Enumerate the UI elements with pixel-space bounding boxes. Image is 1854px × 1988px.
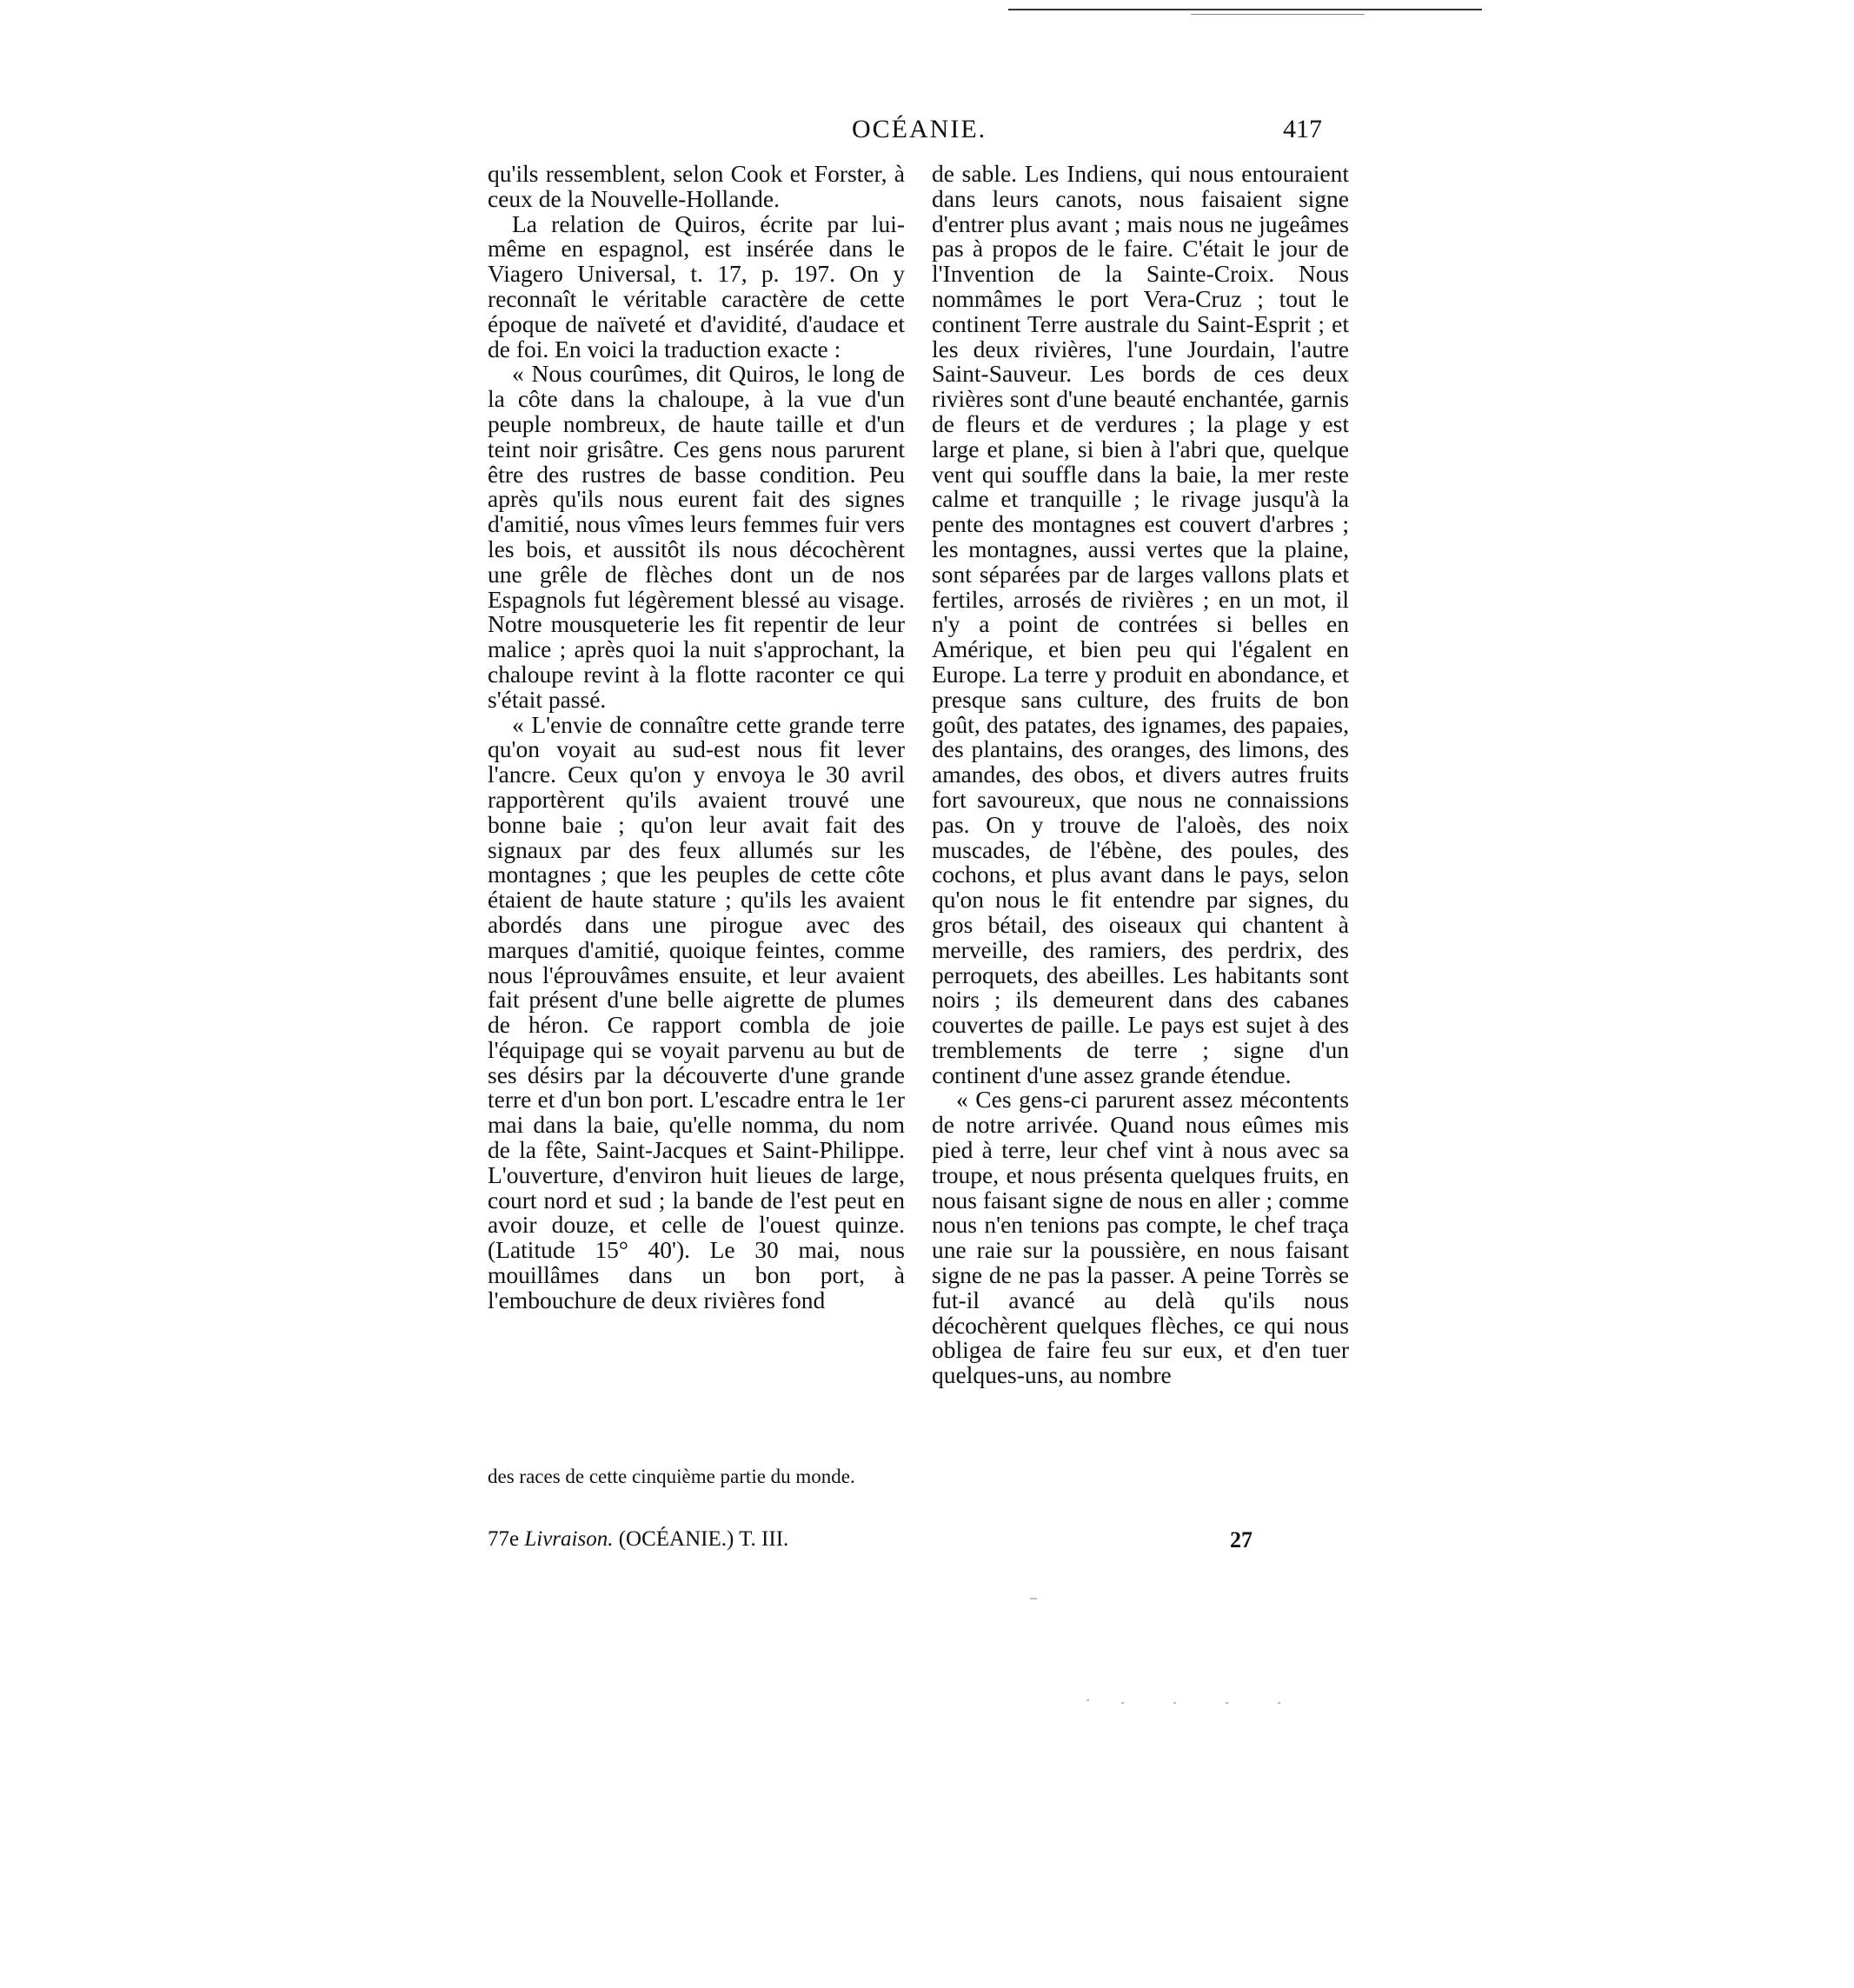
sheet-signature-number: 27 (1230, 1527, 1253, 1553)
scan-speck (1278, 1702, 1280, 1704)
paragraph: de sable. Les Indiens, qui nous entouraient dans leurs canots, nous faisaient signe d'entrer plus avant ; mais nous ne jugeâmes pas à propos de le faire. C'était le jour de l'Invention de la Sainte-Croix. Nous nommâmes le port Vera-Cruz ; tout le continent Terre australe du Saint-Esprit ; et les deux rivières, l'une Jourdain, l'autre Saint-Sauveur. Les bords de ces deux rivières sont d'une beauté enchantée, garnis de fleurs et de verdures ; la plage y est large et plane, si bien à l'abri que, quelque vent qui souffle dans la baie, la mer reste calme et tranquille ; le rivage jusqu'à la pente des montagnes est couvert d'arbres ; les montagnes, aussi vertes que la plaine, sont séparées par de larges vallons plats et fertiles, arrosés de rivières ; en un mot, il n'y a point de contrées si belles en Amérique, et bien peu qui l'égalent en Europe. La terre y produit en abondance, et presque sans culture, des fruits de bon goût, des patates, des ignames, des papaies, des plantains, des oranges, des limons, des amandes, des obos, et divers autres fruits fort savoureux, que nous ne connaissions pas. On y trouve de l'aloès, des noix muscades, de l'ébène, des poules, des cochons, et plus avant dans le pays, selon qu'on nous le fit entendre par signes, du gros bétail, des oiseaux qui chantent à merveille, des ramiers, des perdrix, des perroquets, des abeilles. Les habitants sont noirs ; ils demeurent dans des cabanes couvertes de paille. Le pays est sujet à des tremblements de terre ; signe d'un continent d'une assez grande étendue. (932, 160, 1349, 1088)
paragraph: « L'envie de connaître cette grande terre qu'on voyait au sud-est nous fit lever l'ancre. Ceux qu'on y envoya le 30 avril rapportèrent qu'ils avaient trouvé une bonne baie ; qu'on leur avait fait des signaux par des feux allumés sur les montagnes ; que les peuples de cette côte étaient de haute stature ; qu'ils les avaient abordés dans une pirogue avec des marques d'amitié, quoique feintes, comme nous l'éprouvâmes ensuite, et leur avaient fait présent d'une belle aigrette de plumes de héron. Ce rapport combla de joie l'équipage qui se voyait parvenu au but de ses désirs par la découverte d'une grande terre et d'un bon port. L'escadre entra le 1er mai dans la baie, qu'elle nomma, du nom de la fête, Saint-Jacques et Saint-Philippe. L'ouverture, d'environ huit lieues de large, court nord et sud ; la bande de l'est peut en avoir douze, et celle de l'ouest quinze. (Latitude 15° 40'). Le 30 mai, nous mouillâmes dans un bon port, à l'embouchure de deux rivières fond (488, 710, 905, 1313)
footnote: des races de cette cinquième partie du monde. (488, 1466, 855, 1487)
right-column (932, 162, 1349, 1388)
paragraph: « Ces gens-ci parurent assez mécontents de notre arrivée. Quand nous eûmes mis pied à terre, leur chef vint à nous avec sa troupe, et nous présenta quelques fruits, en nous faisant signe de nous en aller ; comme nous n'en tenions pas compte, le chef traça une raie sur la poussière, en nous faisant signe de ne pas la passer. A peine Torrès se fut-il avancé au delà qu'ils nous décochèrent quelques flèches, ce qui nous obligea de faire feu sur eux, et d'en tuer quelques-uns, au nombre (932, 1086, 1349, 1389)
page-number: 417 (1283, 115, 1322, 143)
paragraph: « Nous courûmes, dit Quiros, le long de la côte dans la chaloupe, à la vue d'un peuple nombreux, de haute taille et d'un teint noir grisâtre. Ces gens nous parurent être des rustres de basse condition. Peu après qu'ils nous eurent fait des signes d'amitié, nous vîmes leurs femmes fuir vers les bois, et aussitôt ils nous décochèrent une grêle de flèches dont un de nos Espagnols fut légèrement blessé au visage. Notre mousqueterie les fit repentir de leur malice ; après quoi la nuit s'approchant, la chaloupe revint à la flotte raconter ce qui s'était passé. (488, 360, 905, 713)
scan-speck (1086, 1699, 1089, 1701)
paragraph: La relation de Quiros, écrite par lui-même en espagnol, est insérée dans le Viagero Universal, t. 17, p. 197. On y reconnaît le véritable caractère de cette époque de naïveté et d'avidité, d'audace et de foi. En voici la traduction exacte : (488, 209, 905, 362)
section-name: (OCÉANIE.) (618, 1527, 734, 1551)
running-title: OCÉANIE. (852, 115, 987, 143)
scan-speck (1226, 1702, 1228, 1704)
scan-speck (1030, 1598, 1037, 1599)
tome-number: T. III. (739, 1527, 789, 1551)
scan-speck (1173, 1702, 1176, 1704)
top-rule (1008, 9, 1482, 10)
footer-signature-line (488, 1527, 788, 1552)
livraison-word: Livraison. (524, 1527, 614, 1551)
left-column (488, 162, 905, 1313)
top-rule-secondary (1191, 14, 1365, 15)
livraison-number: 77e (488, 1527, 520, 1551)
paragraph: qu'ils ressemblent, selon Cook et Forster, à ceux de la Nouvelle-Hollande. (488, 160, 905, 212)
scan-speck (1121, 1702, 1124, 1704)
